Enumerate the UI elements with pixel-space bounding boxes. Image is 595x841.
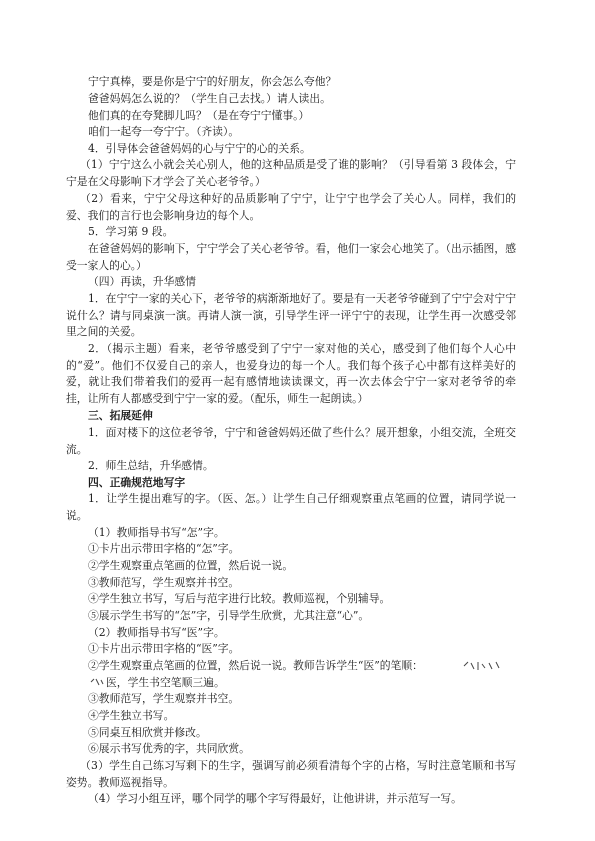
text-line: 爸爸妈妈怎么说的？（学生自己去找。）请人读出。 bbox=[88, 92, 331, 105]
text-line: ②学生观察重点笔画的位置，然后说一说。教师告诉学生“医”的笔顺： bbox=[88, 659, 423, 672]
text-line: 他们真的在夸凳脚儿吗？（是在夸宁宁懂事。） bbox=[88, 109, 310, 122]
text-paragraph: 1．让学生提出难写的字。（医、怎。）让学生自己仔细观察重点笔画的位置，请同学说一说。 bbox=[66, 492, 516, 522]
text-line: 4．引导体会爸爸妈妈的心与宁宁的心的关系。 bbox=[88, 142, 311, 155]
text-line: ④学生独立书写。 bbox=[88, 709, 175, 722]
text-paragraph: 在爸爸妈妈的影响下，宁宁学会了关心老爷爷。看，他们一家会心地笑了。（出示插图，感受一家人的心。） bbox=[66, 242, 516, 272]
text-line: ⑤展示学生书写的“怎”字，引导学生欣赏，尤其注意“心”。 bbox=[88, 609, 370, 622]
text-line: ①卡片出示带田字格的“怎”字。 bbox=[88, 542, 240, 555]
text-line: （4）学习小组互评，哪个同学的哪个字写得最好，让他讲讲，并示范写一写。 bbox=[88, 792, 462, 805]
text-line: ③教师范写，学生观察并书空。 bbox=[88, 576, 240, 589]
text-line: 医，学生书空笔顺三遍。 bbox=[106, 676, 225, 689]
text-line: ④学生独立书写，写后与范字进行比较。教师巡视，个别辅导。 bbox=[88, 592, 391, 605]
text-line: （1）教师指导书写“怎”字。 bbox=[88, 526, 225, 539]
stroke-order-image-continued bbox=[90, 677, 104, 687]
text-paragraph: 1．面对楼下的这位老爷爷，宁宁和爸爸妈妈还做了些什么？展开想象，小组交流，全班交流。 bbox=[66, 426, 516, 456]
section-heading: 三、拓展延伸 bbox=[88, 409, 153, 422]
section-heading: 四、正确规范地写字 bbox=[88, 476, 186, 489]
text-line: ⑥展示书写优秀的字，共同欣赏。 bbox=[88, 742, 250, 755]
text-line: 2．师生总结，升华感情。 bbox=[88, 459, 214, 472]
text-paragraph: （2）看来，宁宁父母这种好的品质影响了宁宁，让宁宁也学会了关心人。同样，我们的爱、我们的言行也会影响身边的每个人。 bbox=[66, 192, 516, 222]
text-line: 宁宁真棒，要是你是宁宁的好朋友，你会怎么夸他？ bbox=[88, 75, 337, 88]
text-paragraph: 2．（揭示主题）看来，老爷爷感受到了宁宁一家对他的关心，感受到了他们每个人心中的“爱”。他们不仅爱自己的亲人，也爱身边的每一个人。我们每个孩子心中都有这样美好的爱，就让我们带着我们的爱再一起有感情地读读课文，再一次去体会宁宁一家对老爷爷的牵挂，让所有人都感受到宁宁一家的爱。（配乐，师生一起朗读。） bbox=[66, 342, 516, 405]
stroke-order-image bbox=[462, 660, 502, 672]
text-line: （2）教师指导书写“医”字。 bbox=[88, 626, 225, 639]
text-line: ⑤同桌互相欣赏并修改。 bbox=[88, 726, 207, 739]
text-line: ②学生观察重点笔画的位置，然后说一说。 bbox=[88, 559, 294, 572]
text-line: ①卡片出示带田字格的“医”字。 bbox=[88, 642, 240, 655]
text-paragraph: （1）宁宁这么小就会关心别人，他的这种品质是受了谁的影响？（引导看第 3 段体会，宁宁是在父母影响下才学会了关心老爷爷。） bbox=[66, 158, 516, 188]
section-heading: （四）再读，升华感情 bbox=[88, 275, 196, 288]
text-paragraph: （3）学生自己练习写剩下的生字，强调写前必须看清每个字的占格，写时注意笔顺和书写姿势。教师巡视指导。 bbox=[66, 759, 516, 789]
text-line: 咱们一起夸一夸宁宁。（齐读）。 bbox=[88, 125, 240, 138]
text-line: ③教师范写，学生观察并书空。 bbox=[88, 692, 240, 705]
text-paragraph: 1．在宁宁一家的关心下，老爷爷的病渐渐地好了。要是有一天老爷爷碰到了宁宁会对宁宁说什么？请与同桌演一演。再请人演一演，引导学生评一评宁宁的表现，让学生再一次感受邻里之间的关爱。 bbox=[66, 292, 516, 338]
text-line: 5．学习第 9 段。 bbox=[88, 225, 174, 238]
